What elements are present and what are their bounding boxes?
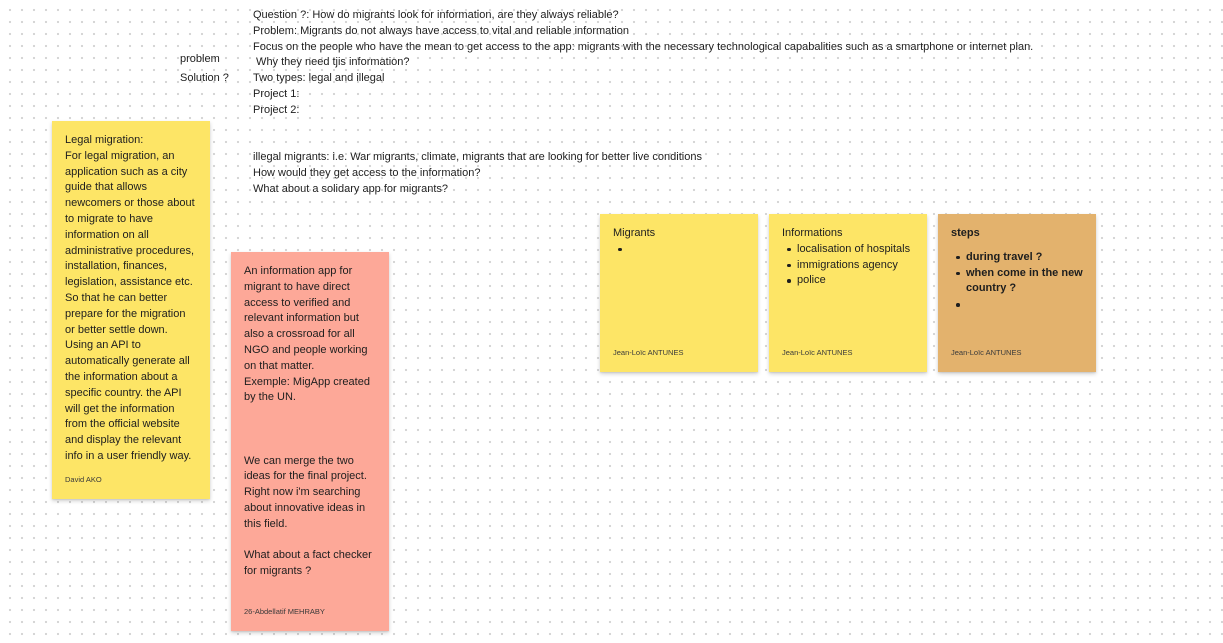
sticky-note-author: Jean-Loïc ANTUNES [613, 348, 684, 357]
illegal-migrants-text-block[interactable] [253, 150, 702, 197]
sticky-note-title: Informations [782, 227, 843, 239]
focus-line: Focus on the people who have the mean to get access to the app: migrants with the necessary technological capabalities such as a smartphone or internet plan. [253, 40, 1034, 53]
sticky-note-information-app[interactable] [231, 252, 389, 631]
list-item [628, 242, 745, 258]
sticky-note-steps[interactable] [938, 214, 1096, 372]
why-line: Why they need tjis information? [253, 56, 410, 69]
sticky-note-list [613, 242, 745, 258]
sticky-note-legal-migration[interactable] [52, 121, 210, 499]
sticky-note-text: An information app for migrant to have direct access to verified and relevant information but also a crossroad for all NGO and people working on that matter. Exemple: MigApp created by the UN. We can merge the two ideas for the final project. Right now i'm searching about innovative ideas in this field. What about a fact checker for migrants ? [244, 265, 372, 578]
list-item: localisation of hospitals [797, 242, 914, 258]
solidary-app-line: What about a solidary app for migrants? [253, 182, 449, 195]
list-item [966, 297, 1083, 313]
sticky-note-migrants[interactable] [600, 214, 758, 372]
sticky-note-author: Jean-Loïc ANTUNES [951, 348, 1022, 357]
sticky-note-list [782, 242, 914, 289]
list-item: during travel ? [966, 250, 1083, 266]
sticky-note-text: Legal migration: For legal migration, an application such as a city guide that allows newcomers or those about to migrate to have information on all administrative procedures, installation, finances, legislation, assistance etc. So that he can better prepare for the migration or better settle down. Using an API to automatically generate all the information about a specific country. the API will get the information from the official website and display the relevant info in a user friendly way. [65, 134, 195, 462]
access-question-line: How would they get access to the information? [253, 166, 481, 179]
sticky-note-title: Migrants [613, 227, 656, 239]
project-2-line: Project 2: [253, 103, 300, 116]
project-1-line: Project 1: [253, 87, 300, 100]
illegal-migrants-line: illegal migrants: i.e. War migrants, climate, migrants that are looking for better live conditions [253, 151, 702, 163]
sticky-note-title: steps [951, 227, 980, 239]
sticky-note-list [951, 250, 1083, 313]
list-item: police [797, 273, 914, 289]
list-item: immigrations agency [797, 258, 914, 274]
question-text-block[interactable] [253, 8, 1033, 119]
problem-label[interactable]: problem [180, 53, 220, 65]
sticky-note-informations[interactable] [769, 214, 927, 372]
problem-line: Problem: Migrants do not always have access to vital and reliable information [253, 24, 630, 37]
sticky-note-author: 26-Abdellatif MEHRABY [244, 607, 325, 616]
list-item: when come in the new country ? [966, 266, 1083, 298]
solution-label[interactable]: Solution ? [180, 72, 229, 84]
types-line: Two types: legal and illegal [253, 72, 385, 85]
sticky-note-author: Jean-Loïc ANTUNES [782, 348, 853, 357]
question-line: Question ?: How do migrants look for information, are they always reliable? [253, 9, 619, 21]
sticky-note-author: David AKO [65, 475, 102, 484]
